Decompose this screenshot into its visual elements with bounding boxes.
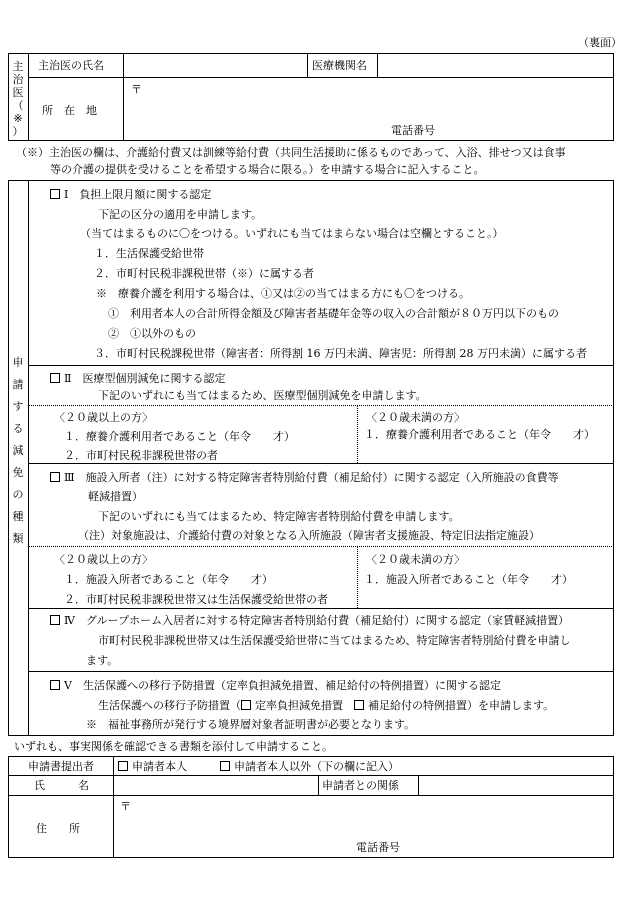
page-side-label: （裏面） — [578, 36, 622, 49]
section-1-option[interactable]: ① 利用者本人の合計所得金額及び障害者基礎年金等の収入の合計額が８０万円以下のもの — [108, 307, 559, 320]
doctor-side-label: 主 治 医 （ ※ ） — [12, 60, 24, 138]
section-3-left-item[interactable]: ２．市町村民税非課税世帯又は生活保護受給世帯の者 — [64, 593, 328, 606]
section-2-left-item[interactable]: ２．市町村民税非課税世帯の者 — [64, 449, 218, 462]
submitter-address-label: 住 所 — [36, 822, 80, 835]
postal-mark: 〒 — [131, 83, 142, 96]
supplementary-benefit-label[interactable]: 補足給付の特例措置 — [368, 699, 467, 712]
fixed-rate-reduction-label[interactable]: 定率負担減免措置 — [255, 699, 343, 712]
submitter-option-self[interactable]: 申請者本人 — [118, 760, 187, 774]
section-1-option[interactable]: ２．市町村民税非課税世帯（※）に属する者 — [94, 267, 314, 280]
section-3-title-cont: 軽減措置） — [88, 490, 143, 503]
submitter-address-field[interactable] — [116, 798, 610, 836]
section-2-right-item[interactable]: １．療養介護利用者であること（年令 才） — [364, 428, 595, 441]
section-5-note: ※ 福祉事務所が発行する境界層対象者証明書が必要となります。 — [86, 718, 416, 731]
section-4-line: ます。 — [86, 654, 119, 667]
section-1-line: 下記の区分の適用を申請します。 — [98, 208, 263, 221]
submitter-postal-mark: 〒 — [120, 800, 131, 813]
section-4-checkbox[interactable] — [50, 615, 60, 625]
section-5-checkbox[interactable] — [50, 680, 60, 690]
section-2-left-item[interactable]: １．療養介護利用者であること（年令 才） — [64, 430, 295, 443]
institution-field[interactable] — [380, 56, 610, 75]
section-1-checkbox[interactable] — [50, 189, 60, 199]
institution-label: 医療機関名 — [312, 59, 367, 72]
doctor-address-field[interactable] — [125, 80, 610, 120]
section-2-checkbox[interactable] — [50, 373, 60, 383]
doctor-name-label: 主治医の氏名 — [38, 59, 104, 72]
section-2-title[interactable]: Ⅱ 医療型個別減免に関する認定 — [50, 372, 225, 386]
relation-field[interactable] — [421, 777, 611, 794]
section-3-left-item[interactable]: １．施設入所者であること（年令 才） — [64, 573, 273, 586]
doctor-note-line-1: （※）主治医の欄は、介護給付費又は訓練等給付費（共同生活援助に係るものであって、入浴、排せつ又は食事 — [16, 146, 566, 159]
section-5-line: 生活保護への移行予防措置（ 定率負担減免措置 補足給付の特例措置）を申請します。 — [98, 699, 555, 712]
submitter-phone-label: 電話番号 — [356, 841, 400, 854]
doctor-note-line-2: 等の介護の提供を受けることを希望する場合に限る。）を申請する場合に記入すること。 — [50, 163, 485, 176]
section-2-left-head: 〈２０歳以上の方〉 — [54, 411, 153, 424]
attach-note: いずれも、事実関係を確認できる書類を添付して申請すること。 — [14, 740, 333, 753]
section-3-right-item[interactable]: １．施設入所者であること（年令 才） — [364, 573, 573, 586]
relation-label: 申請者との関係 — [322, 779, 399, 792]
submitter-label: 申請書提出者 — [28, 760, 94, 773]
doctor-phone-label: 電話番号 — [391, 124, 435, 137]
submitter-name-label: 氏 名 — [34, 779, 89, 792]
section-1-line: ※ 療養介護を利用する場合は、①又は②の当てはまる方にも〇をつける。 — [96, 287, 470, 300]
submitter-option-other[interactable]: 申請者本人以外（下の欄に記入） — [220, 760, 399, 774]
reduction-side-label: 申 請 す る 減 免 の 種 類 — [12, 356, 24, 545]
section-2-line: 下記のいずれにも当てはまるため、医療型個別減免を申請します。 — [98, 389, 427, 402]
section-3-title[interactable]: Ⅲ 施設入所者（注）に対する特定障害者特別給付費（補足給付）に関する認定（入所施設の食費等 — [50, 471, 559, 485]
doctor-name-field[interactable] — [125, 56, 305, 75]
section-5-title[interactable]: Ⅴ 生活保護への移行予防措置（定率負担減免措置、補足給付の特例措置）に関する認定 — [50, 679, 501, 693]
section-1-title[interactable]: Ⅰ 負担上限月額に関する認定 — [50, 188, 211, 202]
fixed-rate-reduction-checkbox[interactable] — [241, 700, 251, 710]
section-2-right-head: 〈２０歳未満の方〉 — [366, 411, 465, 424]
section-1-option[interactable]: １．生活保護受給世帯 — [94, 247, 204, 260]
submitter-name-field[interactable] — [116, 777, 316, 794]
section-1-option[interactable]: ② ①以外のもの — [108, 327, 196, 340]
section-1-option[interactable]: ３．市町村民税課税世帯（障害者：所得割 16 万円未満、障害児：所得割 28 万円未満）に属する者 — [94, 347, 587, 360]
section-4-line: 市町村民税非課税世帯又は生活保護受給世帯に当てはまるため、特定障害者特別給付費を申請し — [98, 634, 571, 647]
section-3-note: （注）対象施設は、介護給付費の対象となる入所施設（障害者支援施設、特定旧法指定施設） — [78, 529, 540, 542]
submitter-other-checkbox[interactable] — [220, 761, 230, 771]
section-3-line: 下記のいずれにも当てはまるため、特定障害者特別給付費を申請します。 — [98, 510, 460, 523]
doctor-address-label: 所 在 地 — [42, 104, 97, 117]
section-3-right-head: 〈２０歳未満の方〉 — [366, 553, 465, 566]
section-3-left-head: 〈２０歳以上の方〉 — [54, 553, 153, 566]
submitter-self-checkbox[interactable] — [118, 761, 128, 771]
section-3-checkbox[interactable] — [50, 472, 60, 482]
supplementary-benefit-checkbox[interactable] — [354, 700, 364, 710]
section-1-line: （当てはまるものに〇をつける。いずれにも当てはまらない場合は空欄とすること。） — [80, 227, 504, 240]
section-4-title[interactable]: Ⅳ グループホーム入居者に対する特定障害者特別給付費（補足給付）に関する認定（家賃軽減措置） — [50, 614, 569, 628]
